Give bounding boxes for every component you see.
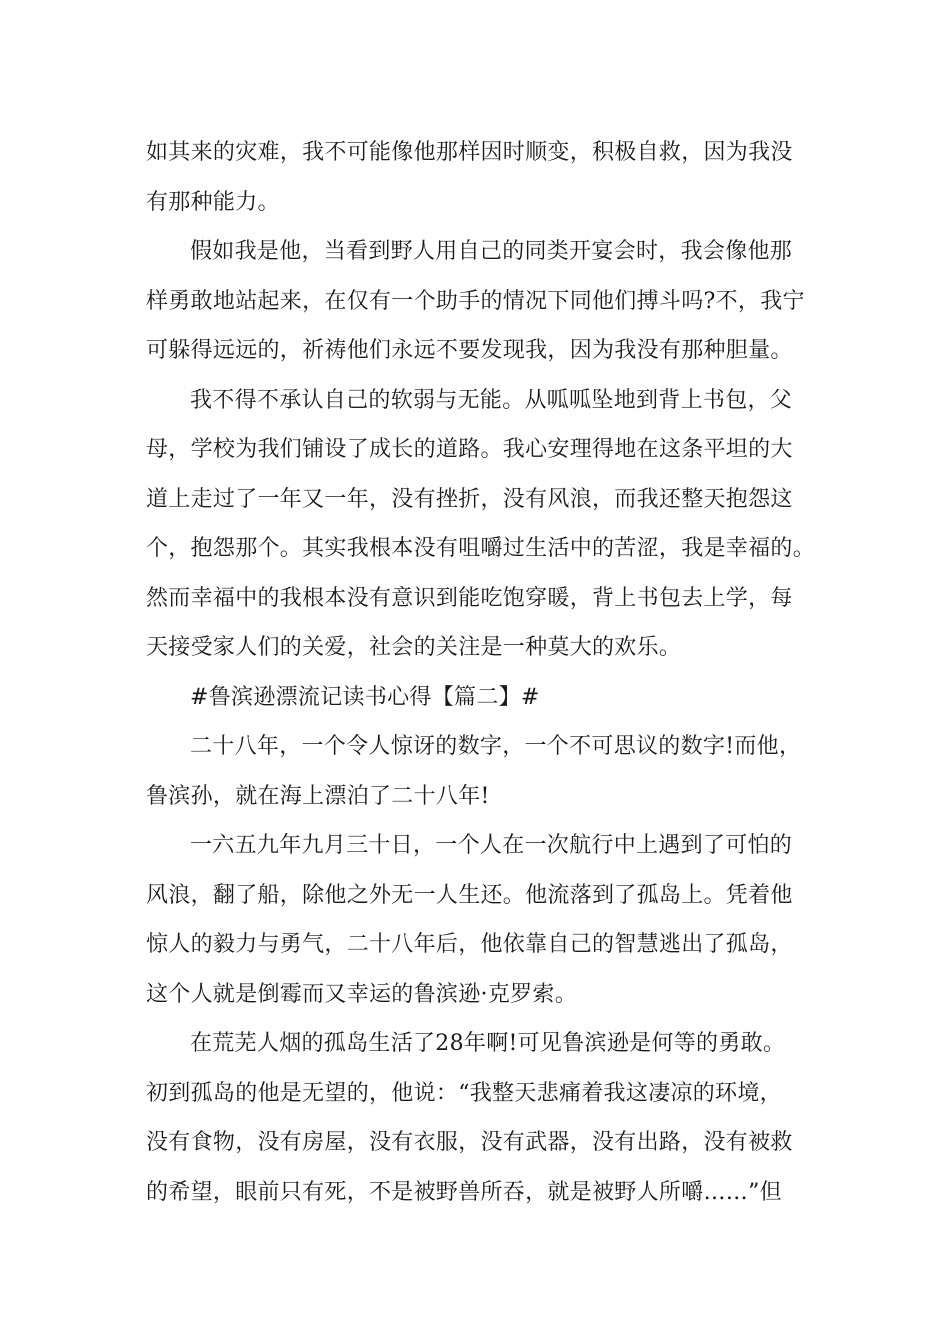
section-heading: #鲁滨逊漂流记读书心得【篇二】# bbox=[190, 684, 540, 710]
text-line: 母，学校为我们铺设了成长的道路。我心安理得地在这条平坦的大 bbox=[146, 437, 793, 462]
text-line: 样勇敢地站起来，在仅有一个助手的情况下同他们搏斗吗?不，我宁 bbox=[146, 288, 805, 314]
text-line: 这个人就是倒霉而又幸运的鲁滨逊·克罗索。 bbox=[146, 981, 577, 1007]
text-line: 个，抱怨那个。其实我根本没有咀嚼过生活中的苦涩，我是幸福的。 bbox=[146, 536, 816, 561]
text-line: 我不得不承认自己的软弱与无能。从呱呱坠地到背上书包，父 bbox=[190, 387, 793, 413]
text-line: 没有食物，没有房屋，没有衣服，没有武器，没有出路，没有被救 bbox=[146, 1130, 793, 1155]
text-line: 的希望，眼前只有死，不是被野兽所吞，就是被野人所嚼……”但 bbox=[146, 1179, 782, 1205]
text-line: 天接受家人们的关爱，社会的关注是一种莫大的欢乐。 bbox=[146, 635, 682, 660]
text-line: 一六五九年九月三十日，一个人在一次航行中上遇到了可怕的 bbox=[190, 833, 793, 858]
text-line: 有那种能力。 bbox=[146, 189, 280, 215]
text-line: 然而幸福中的我根本没有意识到能吃饱穿暖，背上书包去上学，每 bbox=[146, 585, 793, 611]
text-line: 惊人的毅力与勇气，二十八年后，他依靠自己的智慧逃出了孤岛， bbox=[146, 932, 793, 957]
text-line: 在荒芜人烟的孤岛生活了28年啊!可见鲁滨逊是何等的勇敢。 bbox=[190, 1031, 786, 1056]
text-line: 风浪，翻了船，除他之外无一人生还。他流落到了孤岛上。凭着他 bbox=[146, 882, 793, 908]
text-line: 道上走过了一年又一年，没有挫折，没有风浪，而我还整天抱怨这 bbox=[146, 486, 793, 512]
text-line: 如其来的灾难，我不可能像他那样因时顺变，积极自救，因为我没 bbox=[146, 140, 793, 165]
text-line: 初到孤岛的他是无望的，他说：“我整天悲痛着我这凄凉的环境， bbox=[146, 1080, 782, 1106]
document-body bbox=[146, 128, 846, 1217]
text-line: 可躲得远远的，祈祷他们永远不要发现我，因为我没有那种胆量。 bbox=[146, 338, 793, 363]
text-line: 鲁滨孙，就在海上漂泊了二十八年! bbox=[146, 783, 490, 809]
text-line: 假如我是他，当看到野人用自己的同类开宴会时，我会像他那 bbox=[190, 239, 793, 264]
text-line: 二十八年，一个令人惊讶的数字，一个不可思议的数字!而他， bbox=[190, 734, 802, 759]
